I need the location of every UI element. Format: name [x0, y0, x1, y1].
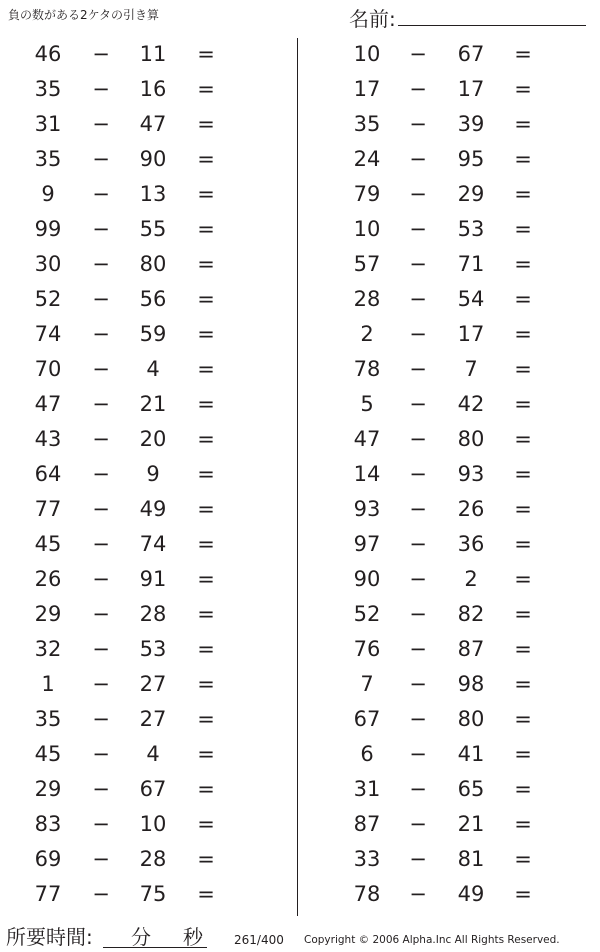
subtrahend: 42	[457, 392, 485, 416]
minuend: 35	[34, 77, 62, 101]
minuend: 52	[34, 287, 62, 311]
minus-sign: −	[409, 672, 427, 696]
subtrahend: 49	[457, 882, 485, 906]
minuend: 57	[353, 252, 381, 276]
problem-row	[320, 457, 600, 492]
problem-row	[0, 142, 280, 177]
time-label: 所要時間:	[6, 925, 93, 949]
subtrahend: 74	[139, 532, 167, 556]
problem-row	[320, 247, 600, 282]
minuend: 99	[34, 217, 62, 241]
minus-sign: −	[409, 357, 427, 381]
minuend: 47	[34, 392, 62, 416]
copyright-notice: Copyright © 2006 Alpha.Inc All Rights Reserved.	[304, 934, 560, 946]
minus-sign: −	[92, 462, 110, 486]
equals-sign: =	[514, 567, 532, 591]
equals-sign: =	[514, 777, 532, 801]
subtrahend: 4	[146, 742, 160, 766]
equals-sign: =	[514, 182, 532, 206]
problem-row	[0, 667, 280, 702]
minuend: 47	[353, 427, 381, 451]
problem-row	[320, 387, 600, 422]
equals-sign: =	[197, 112, 215, 136]
minuend: 32	[34, 637, 62, 661]
equals-sign: =	[514, 287, 532, 311]
minus-sign: −	[92, 147, 110, 171]
subtrahend: 16	[139, 77, 167, 101]
minuend: 33	[353, 847, 381, 871]
minuend: 77	[34, 497, 62, 521]
subtrahend: 20	[139, 427, 167, 451]
minus-sign: −	[409, 567, 427, 591]
minus-sign: −	[92, 112, 110, 136]
subtrahend: 13	[139, 182, 167, 206]
equals-sign: =	[514, 322, 532, 346]
subtrahend: 47	[139, 112, 167, 136]
problem-row	[0, 422, 280, 457]
minus-sign: −	[409, 532, 427, 556]
minuend: 87	[353, 812, 381, 836]
equals-sign: =	[197, 742, 215, 766]
minuend: 45	[34, 532, 62, 556]
minus-sign: −	[409, 77, 427, 101]
equals-sign: =	[514, 427, 532, 451]
seconds-label: 秒	[183, 925, 203, 949]
equals-sign: =	[514, 707, 532, 731]
subtrahend: 4	[146, 357, 160, 381]
equals-sign: =	[514, 147, 532, 171]
problem-row	[0, 737, 280, 772]
problem-row	[0, 877, 280, 912]
problem-row	[0, 562, 280, 597]
minuend: 1	[41, 672, 55, 696]
subtrahend: 87	[457, 637, 485, 661]
minus-sign: −	[409, 882, 427, 906]
subtrahend: 21	[457, 812, 485, 836]
equals-sign: =	[197, 287, 215, 311]
minus-sign: −	[409, 742, 427, 766]
subtrahend: 26	[457, 497, 485, 521]
minus-sign: −	[92, 217, 110, 241]
minus-sign: −	[409, 847, 427, 871]
minus-sign: −	[92, 847, 110, 871]
subtrahend: 9	[146, 462, 160, 486]
minus-sign: −	[92, 77, 110, 101]
equals-sign: =	[514, 252, 532, 276]
subtrahend: 17	[457, 322, 485, 346]
problem-row	[320, 562, 600, 597]
minus-sign: −	[409, 112, 427, 136]
problem-row	[0, 492, 280, 527]
problem-row	[320, 317, 600, 352]
equals-sign: =	[514, 392, 532, 416]
minus-sign: −	[92, 252, 110, 276]
equals-sign: =	[197, 602, 215, 626]
problem-row	[320, 422, 600, 457]
name-field-line[interactable]	[398, 25, 586, 26]
problem-row	[0, 37, 280, 72]
subtrahend: 82	[457, 602, 485, 626]
minuend: 67	[353, 707, 381, 731]
problem-row	[320, 807, 600, 842]
subtrahend: 41	[457, 742, 485, 766]
subtrahend: 75	[139, 882, 167, 906]
equals-sign: =	[514, 637, 532, 661]
equals-sign: =	[514, 77, 532, 101]
equals-sign: =	[197, 707, 215, 731]
problem-row	[320, 527, 600, 562]
minuend: 46	[34, 42, 62, 66]
subtrahend: 27	[139, 672, 167, 696]
equals-sign: =	[197, 182, 215, 206]
equals-sign: =	[197, 42, 215, 66]
minus-sign: −	[409, 42, 427, 66]
subtrahend: 10	[139, 812, 167, 836]
minuend: 77	[34, 882, 62, 906]
worksheet-title: 負の数がある2ケタの引き算	[8, 8, 160, 22]
minuend: 43	[34, 427, 62, 451]
problem-row	[0, 282, 280, 317]
minuend: 14	[353, 462, 381, 486]
minuend: 29	[34, 777, 62, 801]
minus-sign: −	[92, 427, 110, 451]
minus-sign: −	[92, 392, 110, 416]
minuend: 6	[360, 742, 374, 766]
equals-sign: =	[197, 77, 215, 101]
equals-sign: =	[197, 637, 215, 661]
minuend: 28	[353, 287, 381, 311]
equals-sign: =	[197, 147, 215, 171]
minuend: 5	[360, 392, 374, 416]
minus-sign: −	[92, 497, 110, 521]
minuend: 90	[353, 567, 381, 591]
subtrahend: 36	[457, 532, 485, 556]
problem-row	[0, 597, 280, 632]
minuend: 69	[34, 847, 62, 871]
minus-sign: −	[92, 182, 110, 206]
minuend: 31	[353, 777, 381, 801]
minuend: 30	[34, 252, 62, 276]
problem-row	[0, 317, 280, 352]
subtrahend: 2	[464, 567, 478, 591]
subtrahend: 91	[139, 567, 167, 591]
subtrahend: 90	[139, 147, 167, 171]
problem-row	[0, 72, 280, 107]
minus-sign: −	[92, 777, 110, 801]
minus-sign: −	[409, 392, 427, 416]
equals-sign: =	[197, 462, 215, 486]
equals-sign: =	[197, 847, 215, 871]
minus-sign: −	[409, 147, 427, 171]
equals-sign: =	[514, 532, 532, 556]
equals-sign: =	[514, 497, 532, 521]
subtrahend: 28	[139, 847, 167, 871]
minuend: 35	[34, 707, 62, 731]
minuend: 35	[353, 112, 381, 136]
right-problem-column	[320, 37, 600, 912]
equals-sign: =	[514, 742, 532, 766]
equals-sign: =	[197, 882, 215, 906]
problem-row	[320, 632, 600, 667]
problem-row	[320, 142, 600, 177]
problem-row	[0, 247, 280, 282]
minuend: 70	[34, 357, 62, 381]
minuend: 7	[360, 672, 374, 696]
minuend: 76	[353, 637, 381, 661]
equals-sign: =	[197, 357, 215, 381]
equals-sign: =	[197, 532, 215, 556]
minus-sign: −	[92, 532, 110, 556]
equals-sign: =	[197, 392, 215, 416]
minus-sign: −	[409, 497, 427, 521]
equals-sign: =	[514, 217, 532, 241]
problem-row	[0, 702, 280, 737]
subtrahend: 7	[464, 357, 478, 381]
equals-sign: =	[514, 672, 532, 696]
equals-sign: =	[197, 322, 215, 346]
minus-sign: −	[92, 42, 110, 66]
subtrahend: 11	[139, 42, 167, 66]
problem-row	[320, 772, 600, 807]
problem-row	[0, 387, 280, 422]
problem-row	[0, 632, 280, 667]
minus-sign: −	[92, 637, 110, 661]
minuend: 83	[34, 812, 62, 836]
minus-sign: −	[92, 322, 110, 346]
minuend: 17	[353, 77, 381, 101]
minus-sign: −	[409, 637, 427, 661]
minus-sign: −	[409, 322, 427, 346]
subtrahend: 80	[139, 252, 167, 276]
minus-sign: −	[409, 707, 427, 731]
minuend: 45	[34, 742, 62, 766]
minuend: 31	[34, 112, 62, 136]
subtrahend: 53	[457, 217, 485, 241]
equals-sign: =	[514, 602, 532, 626]
problem-row	[0, 807, 280, 842]
equals-sign: =	[514, 882, 532, 906]
minuend: 79	[353, 182, 381, 206]
minus-sign: −	[409, 602, 427, 626]
left-problem-column	[0, 37, 280, 912]
minus-sign: −	[92, 357, 110, 381]
equals-sign: =	[197, 217, 215, 241]
subtrahend: 54	[457, 287, 485, 311]
minuend: 78	[353, 357, 381, 381]
minuend: 26	[34, 567, 62, 591]
problem-row	[0, 457, 280, 492]
minuend: 2	[360, 322, 374, 346]
minus-sign: −	[92, 672, 110, 696]
problem-row	[320, 492, 600, 527]
problem-row	[0, 177, 280, 212]
problem-row	[320, 37, 600, 72]
subtrahend: 49	[139, 497, 167, 521]
minuend: 78	[353, 882, 381, 906]
subtrahend: 98	[457, 672, 485, 696]
equals-sign: =	[514, 42, 532, 66]
problem-row	[320, 737, 600, 772]
minus-sign: −	[92, 287, 110, 311]
equals-sign: =	[197, 812, 215, 836]
equals-sign: =	[197, 427, 215, 451]
problem-row	[320, 352, 600, 387]
minuend: 74	[34, 322, 62, 346]
minus-sign: −	[92, 742, 110, 766]
equals-sign: =	[197, 777, 215, 801]
problem-row	[0, 107, 280, 142]
problem-row	[320, 282, 600, 317]
minus-sign: −	[409, 777, 427, 801]
subtrahend: 59	[139, 322, 167, 346]
problem-row	[320, 702, 600, 737]
minuend: 64	[34, 462, 62, 486]
minuend: 52	[353, 602, 381, 626]
subtrahend: 67	[139, 777, 167, 801]
minutes-label: 分	[131, 925, 151, 949]
minus-sign: −	[409, 427, 427, 451]
subtrahend: 67	[457, 42, 485, 66]
subtrahend: 93	[457, 462, 485, 486]
subtrahend: 27	[139, 707, 167, 731]
subtrahend: 53	[139, 637, 167, 661]
minus-sign: −	[92, 812, 110, 836]
minuend: 97	[353, 532, 381, 556]
problem-row	[320, 212, 600, 247]
problem-row	[0, 527, 280, 562]
minus-sign: −	[92, 882, 110, 906]
problem-row	[0, 352, 280, 387]
equals-sign: =	[514, 357, 532, 381]
equals-sign: =	[514, 812, 532, 836]
problem-row	[320, 107, 600, 142]
subtrahend: 56	[139, 287, 167, 311]
subtrahend: 29	[457, 182, 485, 206]
minus-sign: −	[92, 602, 110, 626]
minuend: 10	[353, 42, 381, 66]
equals-sign: =	[197, 252, 215, 276]
equals-sign: =	[197, 497, 215, 521]
subtrahend: 28	[139, 602, 167, 626]
minus-sign: −	[409, 217, 427, 241]
minuend: 29	[34, 602, 62, 626]
minus-sign: −	[409, 182, 427, 206]
subtrahend: 80	[457, 427, 485, 451]
equals-sign: =	[514, 847, 532, 871]
page-number: 261/400	[234, 933, 284, 947]
problem-row	[0, 842, 280, 877]
minus-sign: −	[409, 287, 427, 311]
minus-sign: −	[92, 707, 110, 731]
problem-row	[320, 667, 600, 702]
equals-sign: =	[197, 567, 215, 591]
problem-row	[320, 597, 600, 632]
problem-row	[320, 177, 600, 212]
minuend: 35	[34, 147, 62, 171]
problem-row	[320, 72, 600, 107]
minus-sign: −	[409, 252, 427, 276]
name-label: 名前:	[349, 7, 396, 31]
subtrahend: 55	[139, 217, 167, 241]
equals-sign: =	[514, 112, 532, 136]
subtrahend: 21	[139, 392, 167, 416]
subtrahend: 71	[457, 252, 485, 276]
subtrahend: 65	[457, 777, 485, 801]
minuend: 10	[353, 217, 381, 241]
subtrahend: 81	[457, 847, 485, 871]
problem-row	[320, 877, 600, 912]
minuend: 24	[353, 147, 381, 171]
equals-sign: =	[197, 672, 215, 696]
column-divider	[297, 38, 298, 916]
subtrahend: 95	[457, 147, 485, 171]
subtrahend: 17	[457, 77, 485, 101]
subtrahend: 80	[457, 707, 485, 731]
minuend: 9	[41, 182, 55, 206]
minuend: 93	[353, 497, 381, 521]
subtrahend: 39	[457, 112, 485, 136]
problem-row	[0, 772, 280, 807]
minus-sign: −	[409, 462, 427, 486]
problem-row	[320, 842, 600, 877]
minus-sign: −	[409, 812, 427, 836]
minus-sign: −	[92, 567, 110, 591]
problem-row	[0, 212, 280, 247]
equals-sign: =	[514, 462, 532, 486]
